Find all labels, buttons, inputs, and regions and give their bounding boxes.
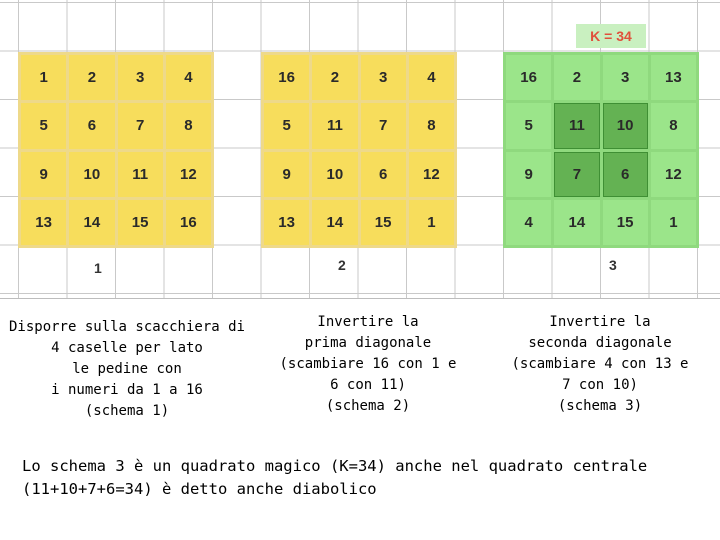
schema-1-grid bbox=[18, 52, 214, 248]
grid-cell: 2 bbox=[312, 55, 357, 100]
grid-cell: 4 bbox=[506, 200, 551, 245]
grid-cell: 12 bbox=[409, 152, 454, 197]
grid-cell: 12 bbox=[651, 152, 696, 197]
grid-cell: 2 bbox=[69, 55, 114, 100]
grid-cell: 7 bbox=[554, 152, 599, 197]
grid-cell: 3 bbox=[118, 55, 163, 100]
grid-cell: 8 bbox=[651, 103, 696, 148]
grid-cell: 9 bbox=[506, 152, 551, 197]
grid-cell: 1 bbox=[409, 200, 454, 245]
grid-cell: 5 bbox=[21, 103, 66, 148]
grid-cell: 6 bbox=[603, 152, 648, 197]
grid-cell: 14 bbox=[69, 200, 114, 245]
schema-3-number: 3 bbox=[609, 257, 617, 273]
grid-cell: 5 bbox=[506, 103, 551, 148]
grid-cell: 8 bbox=[409, 103, 454, 148]
grid-cell: 4 bbox=[166, 55, 211, 100]
grid-cell: 5 bbox=[264, 103, 309, 148]
grid-cell: 8 bbox=[166, 103, 211, 148]
grid-cell: 7 bbox=[118, 103, 163, 148]
schema-2-caption: Invertire la prima diagonale (scambiare 16 con 1 e 6 con 11) (schema 2) bbox=[279, 314, 457, 414]
grid-cell: 3 bbox=[603, 55, 648, 100]
grid-cell: 13 bbox=[21, 200, 66, 245]
grid-cell: 14 bbox=[312, 200, 357, 245]
conclusion-note: Lo schema 3 è un quadrato magico (K=34) anche nel quadrato centrale (11+10+7+6=34) è detto anche diabolico bbox=[22, 457, 648, 498]
schema-3-grid bbox=[503, 52, 699, 248]
grid-cell: 11 bbox=[554, 103, 599, 148]
grid-cell: 16 bbox=[506, 55, 551, 100]
schema-2-grid bbox=[261, 52, 457, 248]
grid-cell: 13 bbox=[651, 55, 696, 100]
grid-cell: 2 bbox=[554, 55, 599, 100]
grid-cell: 13 bbox=[264, 200, 309, 245]
grid-cell: 10 bbox=[603, 103, 648, 148]
schema-1-caption: Disporre sulla scacchiera di 4 caselle per lato le pedine con i numeri da 1 a 16 (schema 1) bbox=[8, 319, 245, 419]
grid-cell: 10 bbox=[69, 152, 114, 197]
schema-3-caption: Invertire la seconda diagonale (scambiare 4 con 13 e 7 con 10) (schema 3) bbox=[511, 314, 689, 414]
magic-constant-label: K = 34 bbox=[576, 24, 646, 48]
grid-cell: 1 bbox=[21, 55, 66, 100]
grid-cell: 7 bbox=[361, 103, 406, 148]
grid-cell: 12 bbox=[166, 152, 211, 197]
grid-cell: 4 bbox=[409, 55, 454, 100]
grid-cell: 11 bbox=[118, 152, 163, 197]
grid-cell: 1 bbox=[651, 200, 696, 245]
grid-cell: 6 bbox=[361, 152, 406, 197]
grid-cell: 15 bbox=[361, 200, 406, 245]
grid-cell: 15 bbox=[603, 200, 648, 245]
grid-cell: 6 bbox=[69, 103, 114, 148]
schema-1-number: 1 bbox=[94, 260, 102, 276]
grid-cell: 14 bbox=[554, 200, 599, 245]
grid-cell: 9 bbox=[264, 152, 309, 197]
grid-cell: 10 bbox=[312, 152, 357, 197]
grid-cell: 16 bbox=[264, 55, 309, 100]
grid-cell: 15 bbox=[118, 200, 163, 245]
grid-cell: 16 bbox=[166, 200, 211, 245]
schema-2-number: 2 bbox=[338, 257, 346, 273]
grid-cell: 3 bbox=[361, 55, 406, 100]
grid-cell: 11 bbox=[312, 103, 357, 148]
grid-cell: 9 bbox=[21, 152, 66, 197]
